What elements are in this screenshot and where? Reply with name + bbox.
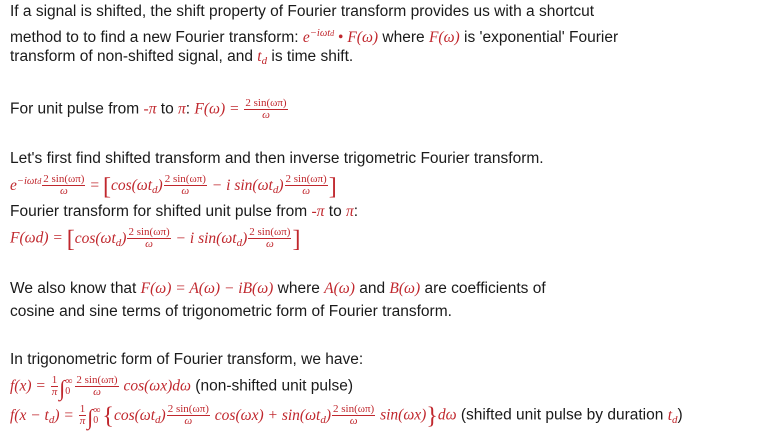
shifted-intro: Let's first find shifted transform and then inverse trigometric Fourier transform. xyxy=(10,150,544,167)
intro-line-2: method to to find a new Fourier transform: $e^{-i\omega td}$ • F(ω) where F(ω) is 'exponential' Fourier xyxy=(10,28,619,46)
trig-intro: In trigonometric form of Fourier transform, we have: xyxy=(10,351,364,368)
shift-factor: $e^{-i\omega td}$ xyxy=(302,28,335,46)
pulse-fraction: $\frac{2 \sin(\omega\pi)}{\omega}$ xyxy=(245,97,287,121)
intro-line-1: If a signal is shifted, the shift property of Fourier transform provides us with a shortcut xyxy=(10,3,595,20)
ft-shifted-equation: $F(\omega d) = [\cos(\omega t_d)$ $\frac{2 \sin(\omega\pi)}{\omega}$ − i $\sin(\omega t_d)$ $\frac{2 \sin(\omega\pi)}{\omega}$ ] xyxy=(10,226,301,253)
trig-formula-nonshifted: f(x) = $\frac{1}{\pi}$ ∫ ∞ 0 $\frac{2 \sin(\omega\pi)}{\omega}$ cos(ωx)dω (non-shifted unit pulse) xyxy=(10,374,353,401)
trig-formula-shifted: $f(x - t_d)$ = $\frac{1}{\pi}$ ∫ ∞ 0 {$\cos(\omega t_d)$ $\frac{2 \sin(\omega\pi)}{\omega}$ $\cos(\omega x) + \sin(\omega t_d)$ $\frac{2 \sin(\omega\pi)}{\omega}$ sin(ωx)}dω (shifted unit pulse by duration $t_d$) xyxy=(10,403,683,430)
coeff-line-1: We also know that F(ω) = A(ω) − iB(ω) where A(ω) and B(ω) are coefficients of xyxy=(10,280,546,297)
shifted-equation: $e^{-i\omega td}$ $\frac{2 \sin(\omega\pi)}{\omega}$ = [$\cos(\omega t_d)$ $\frac{2 \sin(\omega\pi)}{\omega}$ − i $\sin(\omega t_d)$ $\frac{2 \sin(\omega\pi)}{\omega}$ ] xyxy=(10,173,337,200)
ft-shifted-intro: Fourier transform for shifted unit pulse from -π to π: xyxy=(10,203,359,220)
intro-line-3: transform of non-shifted signal, and $t_d$ is time shift. xyxy=(10,48,354,67)
unit-pulse-line: For unit pulse from -π to π: F(ω) = $\frac{2 \sin(\omega\pi)}{\omega}$ xyxy=(10,97,287,121)
coeff-line-2: cosine and sine terms of trigonometric form of Fourier transform. xyxy=(10,303,452,320)
